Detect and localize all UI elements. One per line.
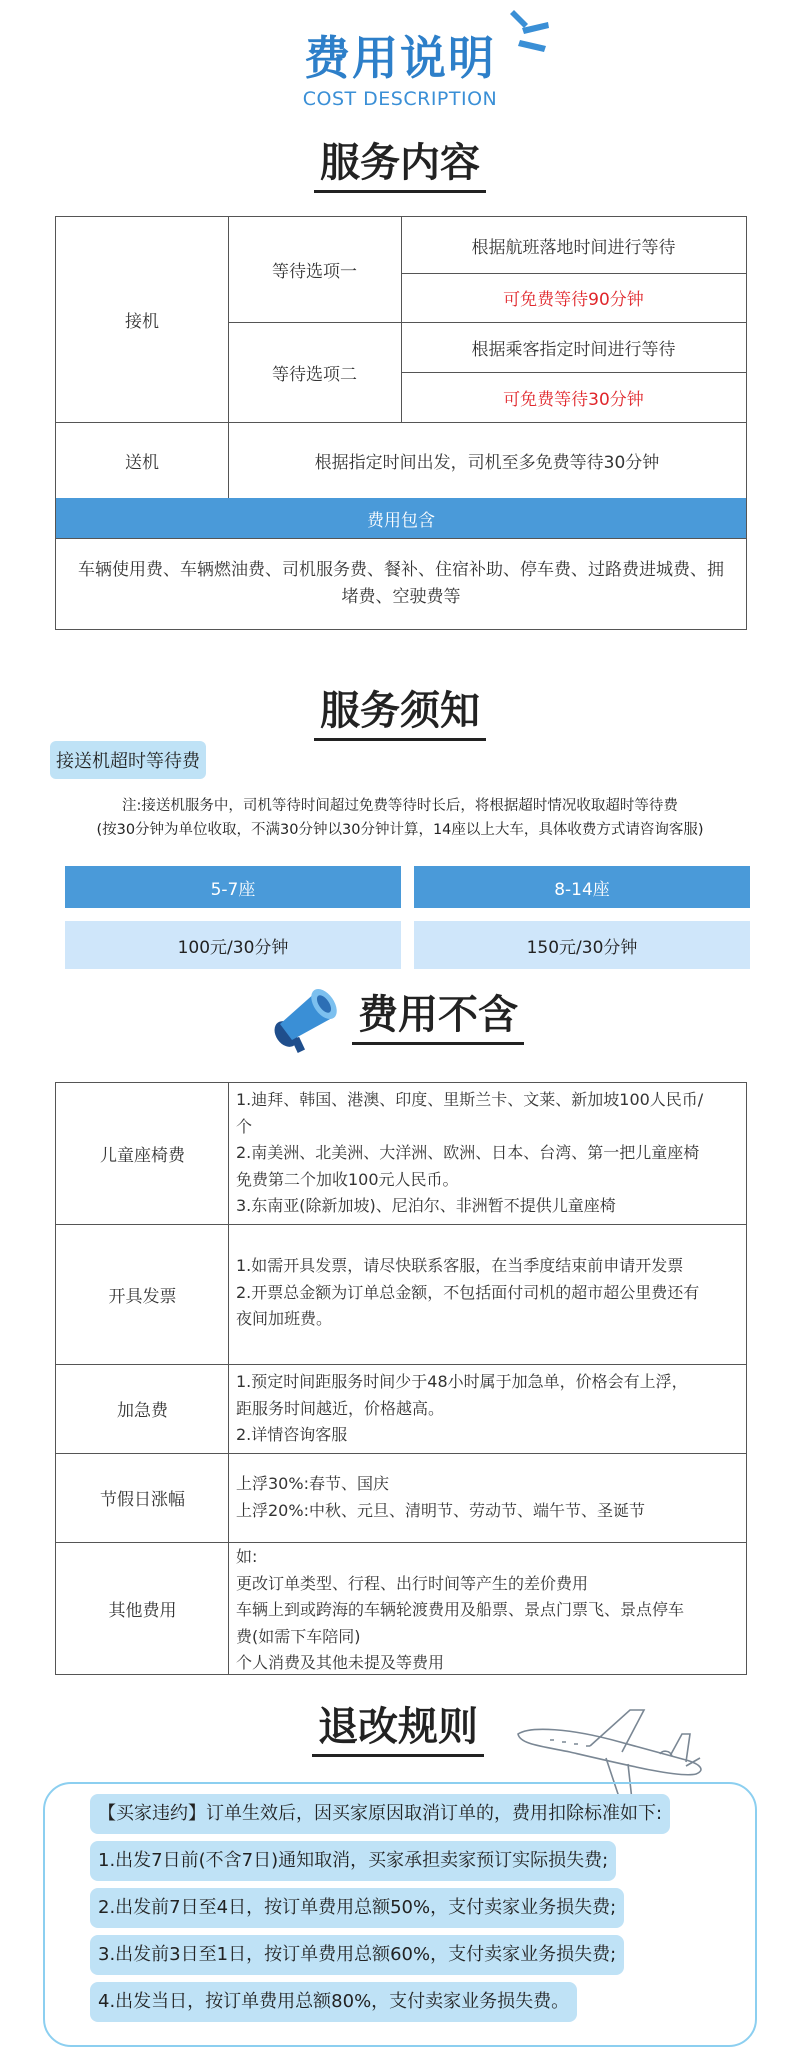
fee-included-bar: 费用包含 (56, 498, 746, 538)
wait-option-two-rule: 根据乘客指定时间进行等待 (471, 339, 676, 360)
wait-option-two-label: 等待选项二 (272, 364, 357, 385)
rush-fee-text: 1.预定时间距服务时间少于48小时属于加急单，价格会有上浮， 距服务时间越近，价格越高。 2.详情咨询客服 (236, 1372, 688, 1444)
fee-price-5-7: 100元/30分钟 (65, 921, 401, 969)
other-fees-label: 其他费用 (108, 1600, 177, 1621)
excluded-table (55, 1082, 747, 1675)
service-table (55, 216, 747, 630)
holiday-text: 上浮30%:春节、国庆 上浮20%:中秋、元旦、清明节、劳动节、端午节、圣诞节 (236, 1474, 645, 1520)
notice-line-2: (按30分钟为单位收取，不满30分钟以30分钟计算，14座以上大车，具体收费方式请咨询客服) (96, 822, 704, 838)
rays-icon (508, 4, 552, 60)
dropoff-rule: 根据指定时间出发，司机至多免费等待30分钟 (314, 452, 660, 473)
refund-rule-2: 2.出发前7日至4日，按订单费用总额50%，支付卖家业务损失费; (90, 1888, 624, 1928)
fee-seats-8-14: 8-14座 (414, 866, 750, 908)
rush-fee-label: 加急费 (117, 1401, 168, 1421)
page-title: 费用说明 (304, 31, 496, 85)
fee-seats-5-7: 5-7座 (65, 866, 401, 908)
invoice-label: 开具发票 (108, 1286, 177, 1307)
refund-rule-3: 3.出发前3日至1日，按订单费用总额60%，支付卖家业务损失费; (90, 1935, 624, 1975)
refund-intro: 【买家违约】订单生效后，因买家原因取消订单的，费用扣除标准如下: (90, 1794, 670, 1834)
service-notice-heading: 服务须知 (0, 688, 800, 741)
wait-option-one-free: 可免费等待90分钟 (503, 290, 644, 310)
child-seat-text: 1.迪拜、韩国、港澳、印度、里斯兰卡、文莱、新加坡100人民币/ 个 2.南美洲、北美洲、大洋洲、欧洲、日本、台湾、第一把儿童座椅 免费第二个加收100元人民币。 3.东南亚(除新加坡)、尼泊尔、非洲暂不提供儿童座椅 (236, 1090, 704, 1215)
holiday-label: 节假日涨幅 (100, 1490, 185, 1510)
refund-heading: 退改规则 (0, 1704, 798, 1757)
fee-included-text: 车辆使用费、车辆燃油费、司机服务费、餐补、住宿补助、停车费、过路费进城费、拥堵费、空驶费等 (78, 559, 724, 607)
refund-rules-box (43, 1782, 757, 2047)
refund-rule-4: 4.出发当日，按订单费用总额80%，支付卖家业务损失费。 (90, 1982, 577, 2022)
page-subtitle: COST DESCRIPTION (302, 88, 498, 110)
invoice-text: 1.如需开具发票，请尽快联系客服，在当季度结束前申请开发票 2.开票总金额为订单总金额，不包括面付司机的超市超公里费还有 夜间加班费。 (236, 1256, 700, 1328)
service-content-heading: 服务内容 (0, 140, 800, 193)
pickup-label: 接机 (125, 312, 159, 332)
wait-option-one-label: 等待选项一 (272, 262, 357, 282)
wait-option-two-free: 可免费等待30分钟 (503, 389, 644, 410)
overtime-fee-tag: 接送机超时等待费 (50, 741, 206, 779)
notice-line-1: 注:接送机服务中，司机等待时间超过免费等待时长后，将根据超时情况收取超时等待费 (122, 798, 678, 814)
refund-rule-1: 1.出发7日前(不含7日)通知取消，买家承担卖家预订实际损失费; (90, 1841, 616, 1881)
dropoff-label: 送机 (125, 452, 159, 473)
wait-option-one-rule: 根据航班落地时间进行等待 (471, 237, 676, 258)
other-fees-text: 如: 更改订单类型、行程、出行时间等产生的差价费用 车辆上到或跨海的车辆轮渡费用及船票、景点门票飞、景点停车 费(如需下车陪同) 个人消费及其他未提及等费用 (236, 1547, 685, 1672)
excluded-heading: 费用不含 (38, 992, 800, 1045)
child-seat-label: 儿童座椅费 (100, 1146, 185, 1166)
page-header (0, 0, 800, 120)
fee-price-8-14: 150元/30分钟 (414, 921, 750, 969)
